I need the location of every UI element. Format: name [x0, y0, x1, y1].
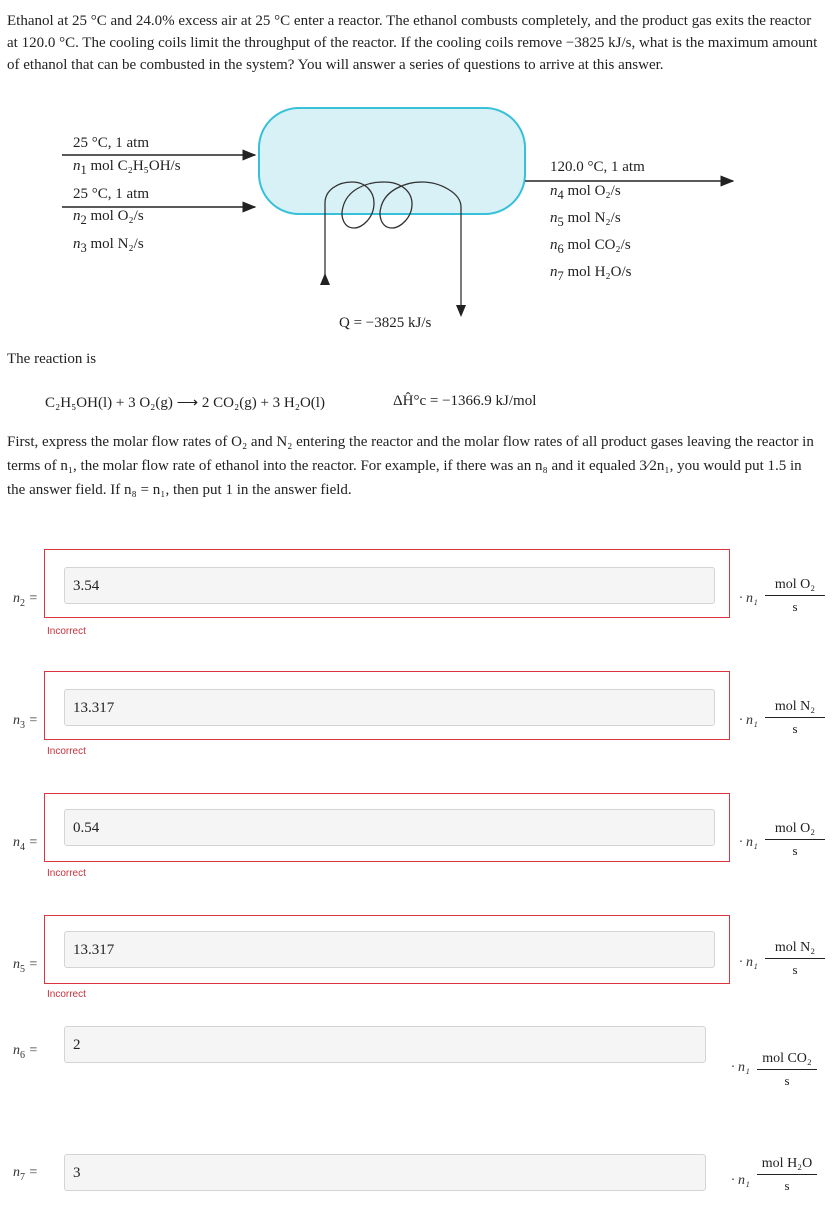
reaction-intro: The reaction is: [7, 351, 97, 367]
answer-row-n5: [0, 915, 834, 1015]
feed2-stream: $n_2$ mol O₂/s: [73, 208, 144, 227]
times-n1: · n₁: [739, 591, 758, 606]
product-conditions: 120.0 °C, 1 atm: [550, 159, 645, 175]
unit-fraction: mol H₂O s: [757, 1156, 817, 1194]
variable-label: $n_3$ =: [13, 713, 38, 731]
product-h2o: $n_7$ mol H₂O/s: [550, 264, 632, 283]
answer-input-n6[interactable]: 2: [64, 1026, 706, 1063]
variable-label: $n_6$ =: [13, 1043, 38, 1061]
answer-row-n2: [0, 549, 834, 649]
reaction-equation: C₂H₅OH(l) + 3 O₂(g) ⟶ 2 CO₂(g) + 3 H₂O(l): [45, 395, 325, 411]
product-co2: $n_6$ mol CO₂/s: [550, 237, 631, 256]
answer-input-n3[interactable]: 13.317: [64, 689, 715, 726]
unit-fraction: mol CO₂ s: [757, 1051, 817, 1089]
variable-label: $n_2$ =: [13, 591, 38, 609]
unit-fraction: mol O₂ s: [765, 821, 825, 859]
times-n1: · n₁: [739, 955, 758, 970]
variable-label: $n_5$ =: [13, 957, 38, 975]
times-n1: · n₁: [739, 713, 758, 728]
heat-removal-label: Q = −3825 kJ/s: [339, 315, 432, 331]
times-n1: · n₁: [731, 1060, 750, 1075]
status-label: Incorrect: [47, 868, 86, 879]
feed2-conditions: 25 °C, 1 atm: [73, 186, 149, 202]
answer-input-n4[interactable]: 0.54: [64, 809, 715, 846]
problem-statement: Ethanol at 25 °C and 24.0% excess air at 25 °C enter a reactor. The ethanol combusts completely, and the product gas exits the reactor at 120.0 °C. The cooling coils limit the throughput of the reactor. If the cooling coils remove −3825 kJ/s, what is the maximum amount of ethanol that can be combusted in the system? You will answer a series of questions to arrive at this answer.: [7, 13, 818, 73]
product-o2: $n_4$ mol O₂/s: [550, 183, 621, 202]
answer-input-n5[interactable]: 13.317: [64, 931, 715, 968]
unit-fraction: mol N₂ s: [765, 940, 825, 978]
answer-row-n7: [0, 1150, 834, 1210]
unit-fraction: mol N₂ s: [765, 699, 825, 737]
times-n1: · n₁: [731, 1173, 750, 1188]
status-label: Incorrect: [47, 626, 86, 637]
status-label: Incorrect: [47, 989, 86, 1000]
feed3-stream: $n_3$ mol N₂/s: [73, 236, 144, 255]
times-n1: · n₁: [739, 835, 758, 850]
answer-row-n4: [0, 793, 834, 893]
instructions: First, express the molar flow rates of O₂ and N₂ entering the reactor and the molar flow rates of all product gases leaving the reactor in terms of n₁, the molar flow rate of ethanol into the reactor. For example, if there was an n₈ and it equaled 3⁄2n₁, you would put 1.5 in the answer field. If n₈ = n₁, then put 1 in the answer field.: [7, 434, 814, 498]
enthalpy-of-combustion: ΔĤ°c = −1366.9 kJ/mol: [393, 393, 537, 409]
feed1-stream: $n_1$ mol C₂H₅OH/s: [73, 158, 181, 177]
answer-row-n6: [0, 1036, 834, 1106]
answer-input-n7[interactable]: 3: [64, 1154, 706, 1191]
status-label: Incorrect: [47, 746, 86, 757]
variable-label: $n_4$ =: [13, 835, 38, 853]
feed1-conditions: 25 °C, 1 atm: [73, 135, 149, 151]
product-n2: $n_5$ mol N₂/s: [550, 210, 621, 229]
answer-row-n3: [0, 671, 834, 771]
unit-fraction: mol O₂ s: [765, 577, 825, 615]
variable-label: $n_7$ =: [13, 1165, 38, 1183]
answer-input-n2[interactable]: 3.54: [64, 567, 715, 604]
reactor-vessel: [259, 108, 525, 214]
